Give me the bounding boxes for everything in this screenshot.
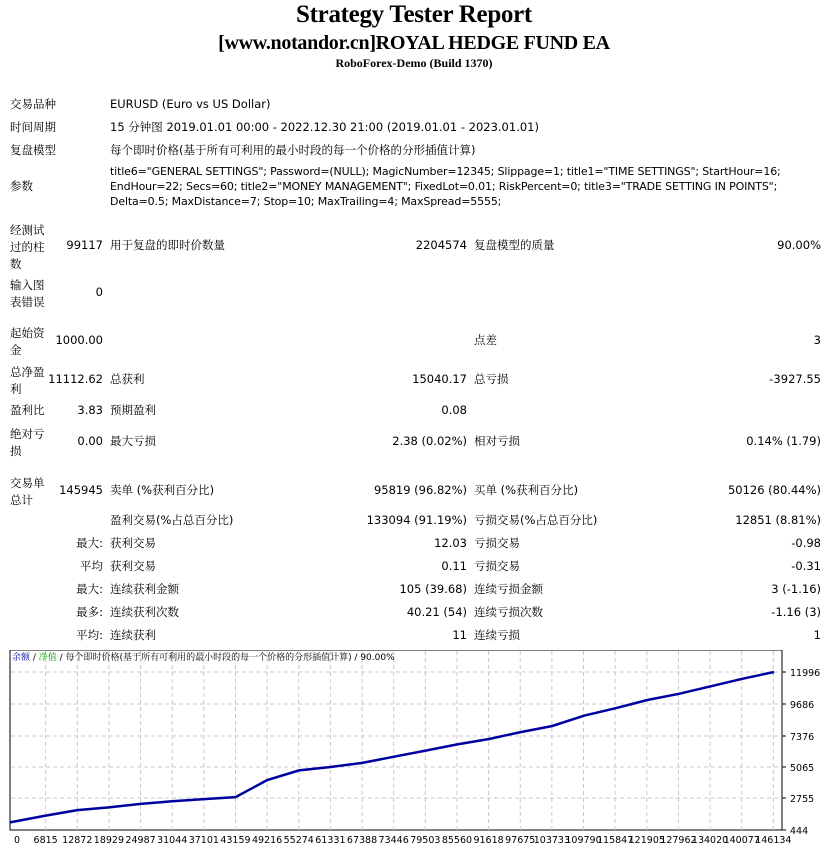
svg-text:18929: 18929	[93, 835, 125, 846]
gross-loss-value: -3927.55	[769, 372, 821, 386]
net-profit-label: 总净盈 利	[10, 365, 45, 396]
row-value-loss: -1.16 (3)	[771, 605, 821, 619]
period-value: 15 分钟图 2019.01.01 00:00 - 2022.12.30 21:00 (2019.01.01 - 2023.01.01)	[110, 120, 539, 134]
loss-trades-value: 12851 (8.81%)	[735, 513, 821, 527]
ticks-value: 2204574	[415, 238, 467, 252]
svg-text:5065: 5065	[790, 763, 815, 774]
row-prefix: 平均:	[76, 628, 103, 642]
svg-text:6815: 6815	[33, 835, 58, 846]
spread-value: 3	[813, 333, 821, 347]
symbol-value: EURUSD (Euro vs US Dollar)	[110, 97, 271, 111]
svg-text:91618: 91618	[473, 835, 504, 846]
svg-text:7376: 7376	[790, 732, 815, 743]
row-label-loss: 亏损交易	[474, 536, 520, 550]
period-label: 时间周期	[10, 120, 56, 134]
max-drawdown-label: 最大亏损	[110, 434, 156, 448]
svg-text:127962: 127962	[660, 835, 697, 846]
gross-profit-value: 15040.17	[412, 372, 467, 386]
ea-name: [www.notandor.cn]ROYAL HEDGE FUND EA	[218, 32, 610, 54]
legend-equity: 净值	[38, 653, 57, 663]
row-label-loss: 连续亏损金额	[474, 582, 543, 596]
abs-drawdown-label: 绝对亏 损	[10, 427, 45, 458]
params-label: 参数	[10, 179, 33, 193]
quality-value: 90.00%	[777, 238, 821, 252]
legend-separator: /	[30, 653, 39, 663]
report-title: Strategy Tester Report	[296, 1, 532, 28]
svg-text:24987: 24987	[125, 835, 156, 846]
legend-model: / 每个即时价格(基于所有可利用的最小时段的每一个价格的分形插值计算) / 90.00%	[56, 653, 395, 663]
chart-legend	[12, 652, 395, 664]
deposit-value: 1000.00	[55, 333, 103, 347]
svg-text:85560: 85560	[441, 835, 473, 846]
total-trades-label: 交易单 总计	[10, 476, 45, 507]
total-trades-value: 145945	[59, 483, 103, 497]
deposit-label: 起始资 金	[10, 326, 45, 357]
svg-text:0: 0	[14, 835, 21, 846]
svg-text:134020: 134020	[691, 835, 729, 846]
profit-factor-label: 盈利比	[10, 403, 45, 417]
svg-text:67388: 67388	[346, 835, 378, 846]
x-axis-ticks	[14, 835, 791, 846]
model-label: 复盘模型	[10, 143, 56, 157]
row-label-profit: 获利交易	[110, 559, 156, 573]
model-value: 每个即时价格(基于所有可利用的最小时段的每一个价格的分形插值计算)	[110, 143, 476, 157]
balance-chart	[8, 650, 828, 851]
row-prefix: 最大:	[76, 536, 103, 550]
row-prefix: 平均	[80, 559, 103, 573]
short-positions-value: 95819 (96.82%)	[373, 483, 467, 497]
row-label-loss: 连续亏损	[474, 628, 520, 642]
svg-text:146134: 146134	[755, 835, 792, 846]
row-value-loss: -0.31	[791, 559, 821, 573]
row-label-profit: 连续获利	[110, 628, 156, 642]
gross-loss-label: 总亏损	[474, 372, 509, 386]
row-value-loss: 1	[813, 628, 821, 642]
svg-text:61331: 61331	[315, 835, 346, 846]
quality-label: 复盘模型的质量	[474, 238, 555, 252]
row-value-profit: 105 (39.68)	[399, 582, 467, 596]
row-label-profit: 获利交易	[110, 536, 156, 550]
bars-label: 经测试 过的柱 数	[10, 223, 45, 271]
row-value-profit: 0.11	[441, 559, 467, 573]
legend-balance: 余额	[12, 653, 31, 663]
expected-payoff-value: 0.08	[441, 403, 467, 417]
svg-text:140077: 140077	[723, 835, 760, 846]
loss-trades-label: 亏损交易(%占总百分比)	[474, 513, 598, 527]
spread-label: 点差	[474, 333, 497, 347]
row-label-profit: 连续获利金额	[110, 582, 179, 596]
bars-value: 99117	[66, 238, 103, 252]
svg-text:109790: 109790	[565, 835, 602, 846]
long-positions-value: 50126 (80.44%)	[727, 483, 821, 497]
svg-text:43159: 43159	[220, 835, 251, 846]
svg-text:11996: 11996	[790, 668, 821, 679]
symbol-label: 交易品种	[10, 97, 56, 111]
gross-profit-label: 总获利	[110, 372, 145, 386]
svg-text:115847: 115847	[597, 835, 634, 846]
expected-payoff-label: 预期盈利	[110, 403, 156, 417]
row-prefix: 最多:	[76, 605, 103, 619]
balance-chart-svg	[8, 650, 828, 847]
params-line-1: title6="GENERAL SETTINGS"; Password=(NULL); MagicNumber=12345; Slippage=1; title1="TIME SETTINGS"; StartHour=16;	[110, 165, 781, 178]
svg-text:121905: 121905	[628, 835, 665, 846]
rel-drawdown-label: 相对亏损	[474, 434, 520, 448]
svg-text:55274: 55274	[283, 835, 314, 846]
svg-text:79503: 79503	[410, 835, 441, 846]
svg-text:97675: 97675	[505, 835, 536, 846]
row-label-loss: 亏损交易	[474, 559, 520, 573]
svg-text:31044: 31044	[157, 835, 188, 846]
net-profit-value: 11112.62	[48, 372, 103, 386]
short-positions-label: 卖单 (%获利百分比)	[110, 483, 215, 497]
svg-text:12872: 12872	[62, 835, 93, 846]
svg-text:73446: 73446	[378, 835, 409, 846]
svg-text:2755: 2755	[790, 794, 815, 805]
errors-value: 0	[95, 285, 103, 299]
row-label-profit: 连续获利次数	[110, 605, 179, 619]
svg-text:103733: 103733	[533, 835, 571, 846]
row-value-profit: 12.03	[434, 536, 467, 550]
svg-text:49216: 49216	[251, 835, 283, 846]
errors-label: 输入图 表错误	[10, 278, 45, 309]
row-value-profit: 11	[452, 628, 467, 642]
row-prefix: 最大:	[76, 582, 103, 596]
abs-drawdown-value: 0.00	[77, 434, 103, 448]
row-value-loss: 3 (-1.16)	[771, 582, 821, 596]
row-value-profit: 40.21 (54)	[406, 605, 467, 619]
max-drawdown-value: 2.38 (0.02%)	[392, 434, 467, 448]
params-line-2: EndHour=22; Secs=60; title2="MONEY MANAGEMENT"; FixedLot=0.01; RiskPercent=0; title3="TRADE SETTING IN POINTS";	[110, 180, 778, 193]
ticks-label: 用于复盘的即时价数量	[110, 238, 225, 252]
server-build: RoboForex-Demo (Build 1370)	[335, 56, 493, 70]
rel-drawdown-value: 0.14% (1.79)	[746, 434, 821, 448]
svg-text:9686: 9686	[790, 700, 815, 711]
profit-trades-label: 盈利交易(%占总百分比)	[110, 513, 234, 527]
svg-text:37101: 37101	[188, 835, 219, 846]
row-label-loss: 连续亏损次数	[474, 605, 543, 619]
params-line-3: Delta=0.5; MaxDistance=7; Stop=10; MaxTrailing=4; MaxSpread=5555;	[110, 195, 502, 208]
profit-factor-value: 3.83	[77, 403, 103, 417]
y-axis-ticks	[782, 668, 820, 837]
row-value-loss: -0.98	[791, 536, 821, 550]
long-positions-label: 买单 (%获利百分比)	[474, 483, 579, 497]
svg-text:444: 444	[790, 826, 809, 837]
profit-trades-value: 133094 (91.19%)	[366, 513, 467, 527]
